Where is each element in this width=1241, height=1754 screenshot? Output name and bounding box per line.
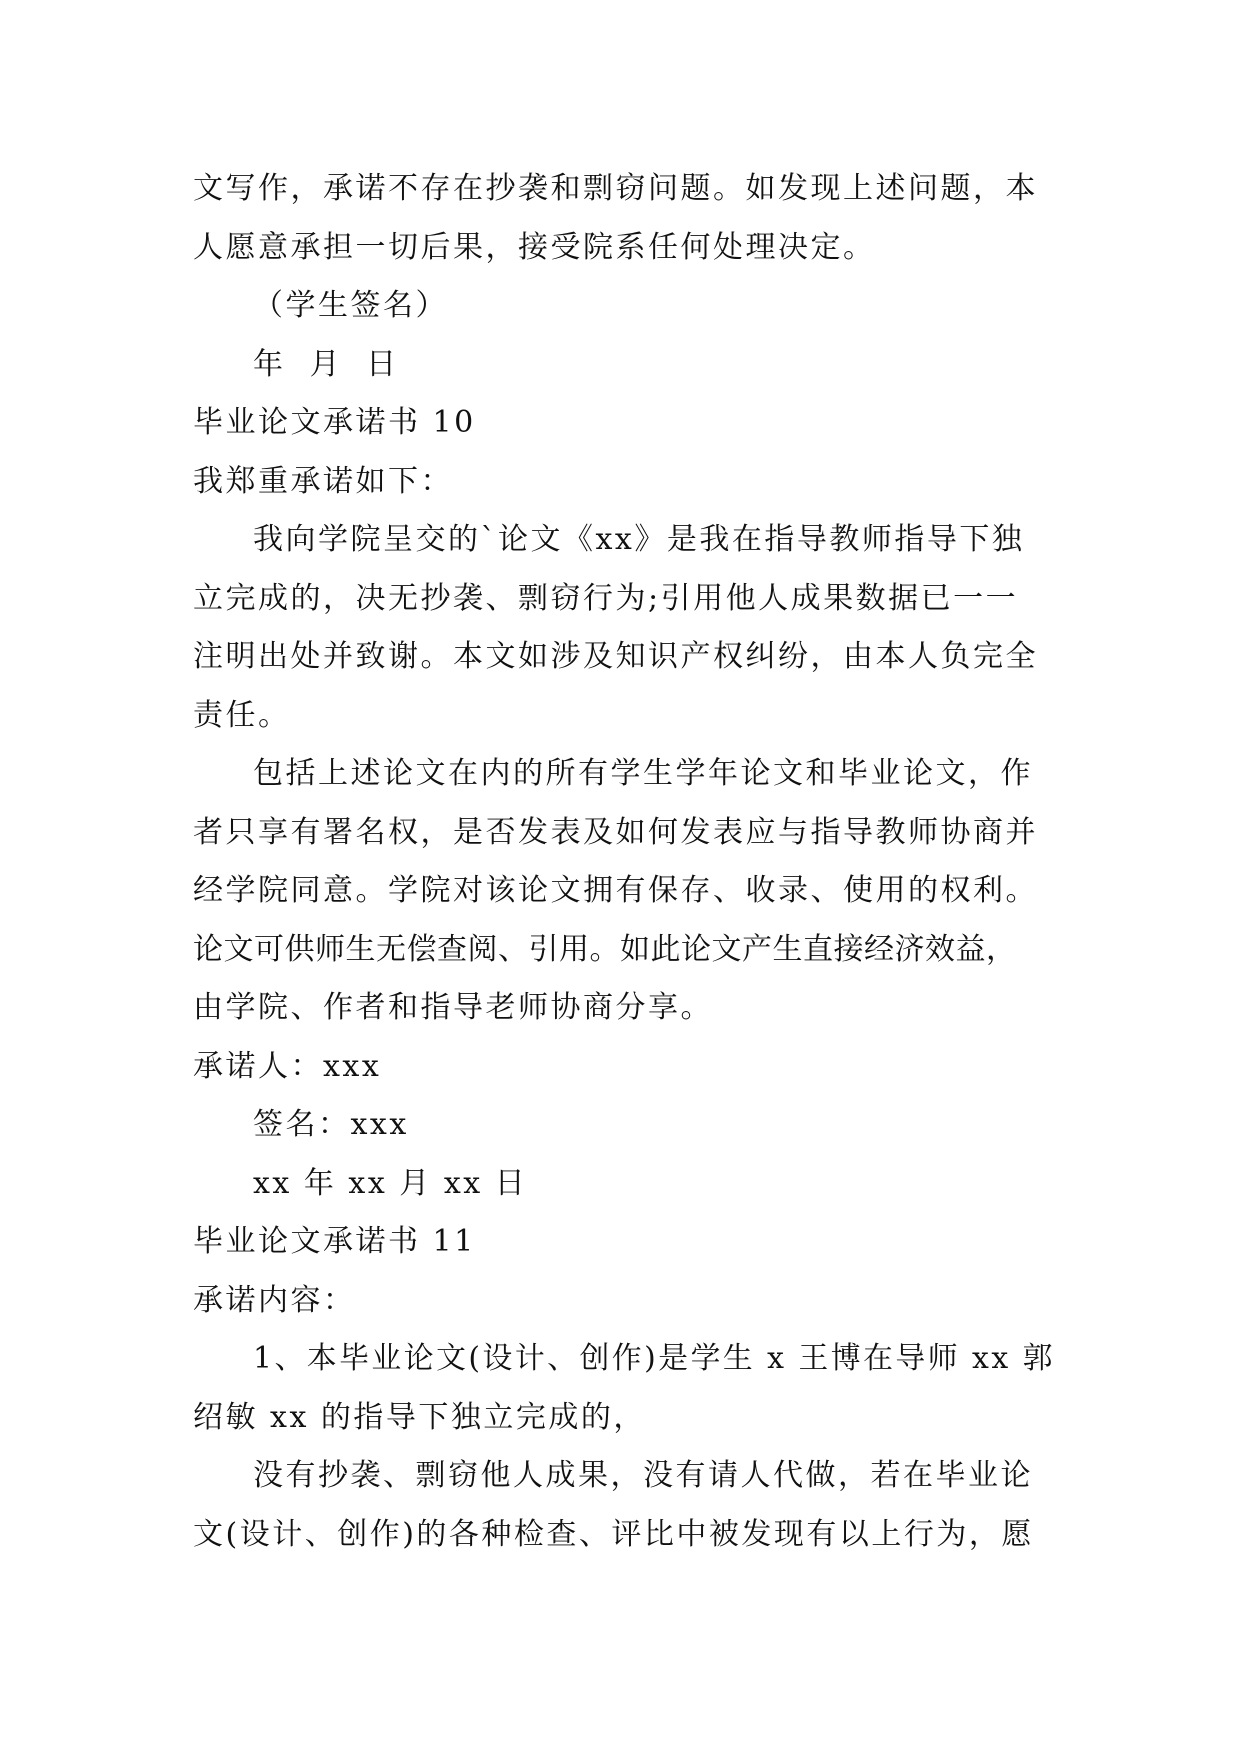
promisor-line: 承诺人：xxx: [193, 1048, 382, 1084]
body-line: 1、本毕业论文(设计、创作)是学生 x 王博在导师 xx 郭: [253, 1341, 1055, 1376]
body-line: 者只享有署名权，是否发表及如何发表应与指导教师协商并: [193, 814, 1038, 850]
body-line: 责任。: [193, 697, 291, 733]
date-line: xx 年 xx 月 xx 日: [253, 1165, 528, 1201]
body-line: 论文可供师生无偿查阅、引用。如此论文产生直接经济效益，: [193, 931, 1017, 967]
body-line: 我郑重承诺如下：: [193, 463, 453, 499]
signature-line: 签名：xxx: [253, 1107, 409, 1142]
body-line: 包括上述论文在内的所有学生学年论文和毕业论文，作: [253, 756, 1033, 791]
body-line: 承诺内容：: [193, 1282, 356, 1318]
body-line: 经学院同意。学院对该论文拥有保存、收录、使用的权利。: [193, 873, 1038, 908]
body-line: 注明出处并致谢。本文如涉及知识产权纠纷，由本人负完全: [193, 639, 1038, 674]
document-body: [193, 160, 1055, 1564]
section-heading: 毕业论文承诺书 11: [193, 1224, 476, 1259]
body-line: 文写作，承诺不存在抄袭和剽窃问题。如发现上述问题，本: [193, 171, 1038, 206]
section-heading: 毕业论文承诺书 10: [193, 405, 476, 440]
body-line: 立完成的，决无抄袭、剽窃行为;引用他人成果数据已一一: [193, 580, 1019, 616]
body-line: 绍敏 xx 的指导下独立完成的，: [193, 1399, 646, 1435]
body-line: 由学院、作者和指导老师协商分享。: [193, 990, 713, 1025]
body-line: 没有抄袭、剽窃他人成果，没有请人代做，若在毕业论: [253, 1458, 1033, 1493]
body-line: 我向学院呈交的`论文《xx》是我在指导教师指导下独: [253, 522, 1025, 557]
date-placeholder: 年 月 日: [253, 346, 399, 382]
signature-label: （学生签名）: [253, 288, 448, 323]
body-line: 文(设计、创作)的各种检查、评比中被发现有以上行为，愿: [193, 1516, 1034, 1552]
body-line: 人愿意承担一切后果，接受院系任何处理决定。: [193, 229, 876, 265]
